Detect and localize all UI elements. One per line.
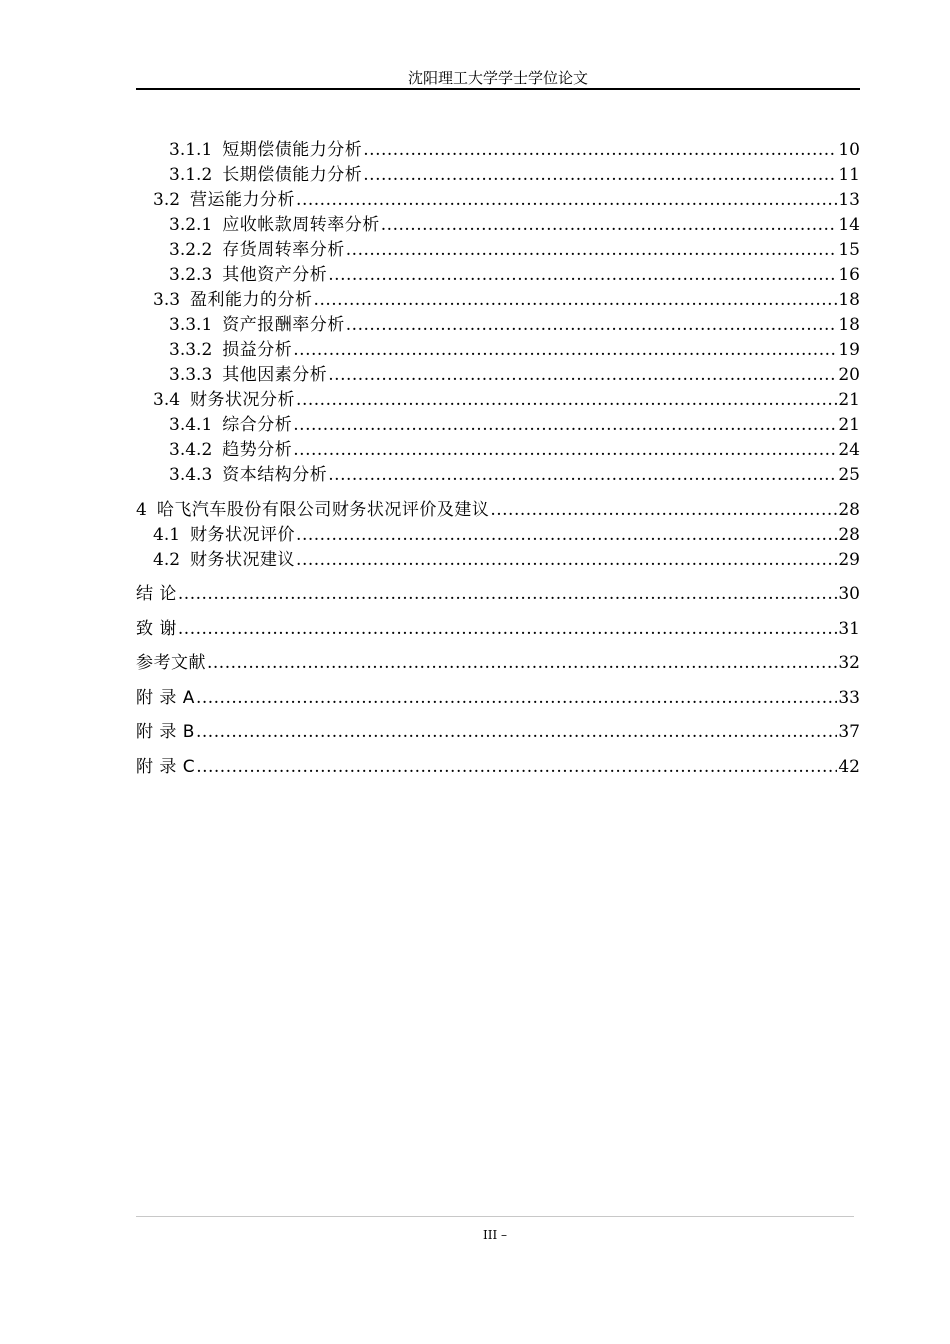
dot-leader <box>363 163 837 188</box>
dot-leader <box>178 582 837 607</box>
toc-entry-number: 3.3 <box>153 290 181 310</box>
toc-entry-page: 28 <box>838 499 860 520</box>
toc-entry-title: 资产报酬率分析 <box>222 315 345 335</box>
dot-leader <box>296 188 837 213</box>
toc-entry-page: 20 <box>838 365 860 385</box>
toc-entry-title: 综合分析 <box>222 415 293 435</box>
toc-entry-page: 15 <box>838 240 860 260</box>
toc-entry[interactable] <box>136 651 860 676</box>
toc-entry-page: 29 <box>838 549 860 570</box>
toc-entry-title: 存货周转率分析 <box>222 240 345 260</box>
toc-entry-title: 短期偿债能力分析 <box>222 140 363 160</box>
dot-leader <box>296 548 837 573</box>
toc-entry-title: 财务状况建议 <box>190 549 296 570</box>
dot-leader <box>207 651 837 676</box>
toc-entry-number: 4.2 <box>153 549 181 570</box>
toc-entry-number: 3.3.1 <box>169 315 213 335</box>
toc-entry-title: 营运能力分析 <box>190 190 296 210</box>
toc-entry-page: 24 <box>838 440 860 460</box>
toc-entry-page: 31 <box>838 618 860 639</box>
toc-entry-page: 37 <box>838 722 860 742</box>
toc-entry[interactable] <box>136 720 860 745</box>
toc-entry[interactable] <box>136 388 860 413</box>
toc-entry-title: 长期偿债能力分析 <box>222 165 363 185</box>
dot-leader <box>381 213 838 238</box>
toc-entry-title: 资本结构分析 <box>222 465 328 485</box>
toc-entry-page: 19 <box>838 340 860 360</box>
dot-leader <box>293 438 837 463</box>
toc-entry-page: 33 <box>838 687 860 708</box>
toc-entry[interactable] <box>136 288 860 313</box>
toc-entry[interactable] <box>136 413 860 438</box>
table-of-contents <box>136 138 860 780</box>
toc-entry-page: 13 <box>838 190 860 210</box>
toc-entry-page: 18 <box>838 290 860 310</box>
toc-entry-title: 损益分析 <box>222 340 293 360</box>
toc-entry-number: 3.4 <box>153 390 181 410</box>
toc-entry-title: 附 录 A <box>136 687 195 708</box>
toc-entry[interactable] <box>136 238 860 263</box>
toc-entry[interactable] <box>136 617 860 642</box>
toc-entry[interactable] <box>136 263 860 288</box>
toc-entry-title: 致 谢 <box>136 618 177 639</box>
dot-leader <box>196 755 837 780</box>
toc-entry-number: 3.2.3 <box>169 265 213 285</box>
toc-entry-title: 其他资产分析 <box>222 265 328 285</box>
toc-entry-title: 附 录 B <box>136 722 195 742</box>
toc-entry-number: 3.2 <box>153 190 181 210</box>
dot-leader <box>328 363 837 388</box>
toc-entry-page: 16 <box>838 265 860 285</box>
toc-entry[interactable] <box>136 548 860 573</box>
toc-entry-title: 应收帐款周转率分析 <box>222 215 380 235</box>
toc-entry-number: 3.1.2 <box>169 165 213 185</box>
toc-entry-number: 3.2.1 <box>169 215 213 235</box>
toc-entry-page: 25 <box>838 465 860 485</box>
toc-entry-page: 11 <box>838 165 860 185</box>
toc-entry[interactable] <box>136 523 860 548</box>
toc-entry-title: 财务状况评价 <box>190 524 296 545</box>
toc-entry[interactable] <box>136 582 860 607</box>
dot-leader <box>296 523 837 548</box>
dot-leader <box>293 413 837 438</box>
toc-entry-number: 3.4.3 <box>169 465 213 485</box>
toc-entry[interactable] <box>136 363 860 388</box>
toc-entry[interactable] <box>136 338 860 363</box>
page-header: 沈阳理工大学学士学位论文 <box>407 69 588 87</box>
toc-entry[interactable] <box>136 686 860 711</box>
toc-entry-title: 哈飞汽车股份有限公司财务状况评价及建议 <box>156 499 490 520</box>
toc-entry-page: 28 <box>838 524 860 545</box>
dot-leader <box>178 617 837 642</box>
toc-entry-page: 21 <box>838 415 860 435</box>
toc-entry-title: 附 录 C <box>136 756 196 777</box>
toc-entry-page: 14 <box>838 215 860 235</box>
toc-entry[interactable] <box>136 755 860 780</box>
toc-entry-number: 4.1 <box>153 524 181 545</box>
toc-entry-number: 3.3.2 <box>169 340 213 360</box>
dot-leader <box>196 720 837 745</box>
toc-entry[interactable] <box>136 163 860 188</box>
toc-entry[interactable] <box>136 188 860 213</box>
toc-entry-title: 其他因素分析 <box>222 365 328 385</box>
toc-entry-number: 3.4.2 <box>169 440 213 460</box>
toc-entry[interactable] <box>136 498 860 523</box>
page-number: III – <box>482 1228 508 1242</box>
dot-leader <box>328 263 837 288</box>
toc-entry[interactable] <box>136 438 860 463</box>
toc-entry-page: 30 <box>838 584 860 604</box>
toc-entry-number: 3.1.1 <box>169 140 213 160</box>
toc-entry-page: 32 <box>838 653 860 673</box>
toc-entry-number: 4 <box>136 499 147 520</box>
toc-entry-number: 3.2.2 <box>169 240 213 260</box>
dot-leader <box>196 686 837 711</box>
dot-leader <box>293 338 837 363</box>
toc-entry-page: 21 <box>838 390 860 410</box>
dot-leader <box>363 138 837 163</box>
toc-entry-number: 3.3.3 <box>169 365 213 385</box>
toc-entry[interactable] <box>136 463 860 488</box>
dot-leader <box>314 288 838 313</box>
toc-entry-page: 18 <box>838 315 860 335</box>
toc-entry-page: 10 <box>838 140 860 160</box>
dot-leader <box>296 388 837 413</box>
dot-leader <box>346 313 838 338</box>
toc-entry-title: 财务状况分析 <box>190 390 296 410</box>
toc-entry[interactable] <box>136 313 860 338</box>
toc-entry-title: 参考文献 <box>136 653 206 673</box>
toc-entry-title: 趋势分析 <box>222 440 293 460</box>
dot-leader <box>490 498 837 523</box>
toc-entry[interactable] <box>136 213 860 238</box>
footer-rule <box>136 1216 854 1217</box>
toc-entry-number: 3.4.1 <box>169 415 213 435</box>
dot-leader <box>328 463 837 488</box>
header-rule <box>136 88 860 90</box>
toc-entry-title: 结 论 <box>136 584 177 604</box>
toc-entry-page: 42 <box>838 756 860 777</box>
toc-entry[interactable] <box>136 138 860 163</box>
dot-leader <box>346 238 838 263</box>
toc-entry-title: 盈利能力的分析 <box>190 290 313 310</box>
